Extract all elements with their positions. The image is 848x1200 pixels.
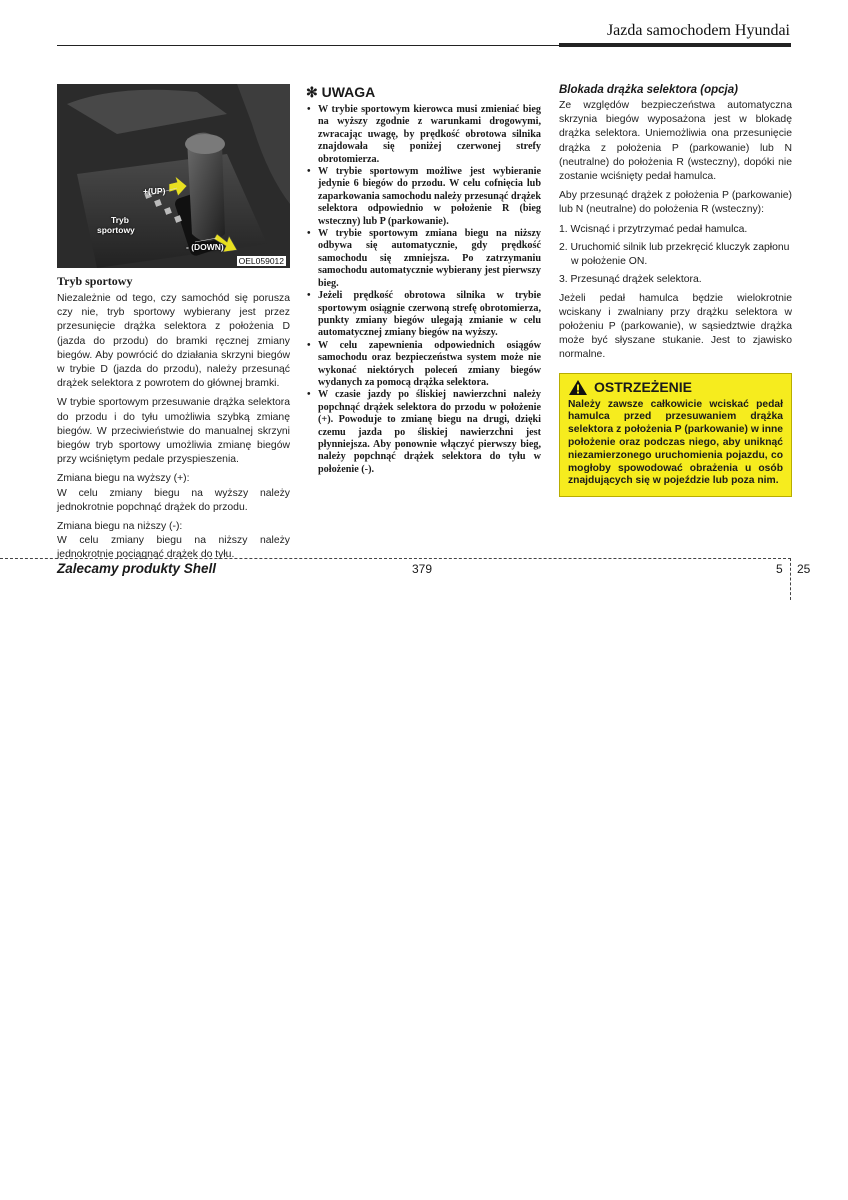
paragraph-downshift: Zmiana biegu na niższy (-): W celu zmiany biegu na niższy należy jednokrotnie pociągnąć drążek do tyłu.	[57, 521, 290, 561]
header-accent-bar	[559, 43, 791, 47]
gear-selector-illustration	[57, 84, 290, 268]
section-title-sport-mode: Tryb sportowy	[57, 274, 133, 288]
footer-chapter-page: 25	[797, 562, 811, 576]
warning-triangle-icon	[568, 379, 588, 396]
footer-page-number: 379	[412, 562, 433, 576]
label-mode-line1: Tryb	[111, 215, 129, 225]
label-up: +(UP)	[143, 186, 166, 196]
warning-box	[559, 373, 792, 498]
figure-caption: OEL059012	[238, 256, 284, 266]
list-item: • W trybie sportowym zmiana biegu na niższy odbywa się automatycznie, gdy prędkość samochodu się zmniejsza. Po zatrzymaniu samochodu automatycznie wybierany jest pierwszy bieg.	[306, 228, 541, 290]
warning-title: OSTRZEŻENIE	[594, 379, 693, 396]
note-heading: ✻ UWAGA	[306, 84, 376, 100]
list-item: • W celu zapewnienia odpowiednich osiągów samochodu oraz bezpieczeństwa system może nie wykonać niektórych poleceń zmiany biegów wydanych za pomocą drążka selektora.	[306, 340, 541, 390]
footer-left-text: Zalecamy produkty Shell	[57, 561, 217, 576]
paragraph: Jeżeli pedał hamulca będzie wielokrotnie wciskany i zwalniany przy drążku selektora w położeniu P (parkowanie), w sąsiedztwie drążka może być słyszane stukanie. Jest to zjawisko normalne.	[559, 292, 792, 361]
paragraph: W trybie sportowym przesuwanie drążka selektora do przodu i do tyłu umożliwia szybką zmianę biegów. W przeciwieństwie do manualnej skrzyni biegów tryb sportowy umożliwia zmianę biegów przy wciśniętym pedale przyspieszenia.	[57, 397, 290, 466]
column-middle	[306, 84, 541, 476]
gear-selector-photo	[57, 84, 290, 268]
footer-chapter: 5	[776, 562, 783, 576]
list-item: • W czasie jazdy po śliskiej nawierzchni należy popchnąć drążek selektora do przodu w położenie (+). Powoduje to zmianę biegu na drugi, dzięki czemu jazda po śliskiej nawierzchni jest płynniejsza. Aby ponownie włączyć pierwszy bieg, należy popchnąć drążek selektora do tyłu w położenie (-).	[306, 389, 541, 476]
footer-vertical-rule	[790, 558, 791, 600]
footer-rule	[0, 558, 791, 559]
paragraph-upshift: Zmiana biegu na wyższy (+): W celu zmiany biegu na wyższy należy jednokrotnie popchnąć drążek do przodu.	[57, 473, 290, 513]
column-right	[559, 84, 792, 497]
running-header: Jazda samochodem Hyundai	[606, 22, 790, 39]
paragraph: Aby przesunąć drążek z położenia P (parkowanie) lub N (neutralne) do położenia R (wsteczny):	[559, 190, 792, 216]
list-item: • W trybie sportowym kierowca musi zmieniać bieg na wyższy zgodnie z warunkami drogowymi, zwracając uwagę, by prędkość obrotowa silnika znajdowała się poniżej czerwonej strefy obrotomierza.	[306, 104, 541, 166]
step-item: 3. Przesunąć drążek selektora.	[559, 274, 702, 286]
paragraph: Niezależnie od tego, czy samochód się porusza czy nie, tryb sportowy wybierany jest przez przesunięcie drążka selektora z położenia D (jazda do przodu) do bramki ręcznej zmiany biegów. Aby powrócić do działania skrzyni biegów w trybie D (jazda do przodu), należy przesunąć drążek selektora z powrotem do głównej bramki.	[57, 293, 290, 390]
note-list	[306, 104, 541, 476]
step-item: 1. Wcisnąć i przytrzymać pedał hamulca.	[559, 223, 748, 235]
list-item: • W trybie sportowym możliwe jest wybieranie jedynie 6 biegów do przodu. W celu cofnięcia lub zaparkowania samochodu należy przesunąć drążek selektora odpowiednio w położenie R (bieg wsteczny) lub P (parkowanie).	[306, 166, 541, 228]
section-title-shift-lock: Blokada drążka selektora (opcja)	[559, 84, 738, 96]
warning-header	[568, 379, 783, 396]
column-left	[57, 84, 290, 568]
list-item: • Jeżeli prędkość obrotowa silnika w trybie sportowym osiągnie czerwoną strefę obrotomierza, punkty zmiany biegów ulegają zmianie w celu automatycznej zmiany biegów na wyższy.	[306, 290, 541, 340]
label-down: - (DOWN)	[186, 242, 224, 252]
paragraph: Ze względów bezpieczeństwa automatyczna skrzynia biegów wyposażona jest w blokadę drążka selektora. Uniemożliwia ona przesunięcie drążka z położenia P (parkowanie) lub N (neutralne) do położenia R (wsteczny), dopóki nie zostanie wciśnięty pedał hamulca.	[559, 100, 792, 183]
warning-text: Należy zawsze całkowicie wciskać pedał hamulca przed przesuwaniem drążka selektora z położenia P (parkowanie) w inne położenie oraz podczas niego, aby uniknąć niezamierzonego uruchomienia pojazdu, co mogłoby spowodować obrażenia u osób znajdujących się w pojeździe lub poza nim.	[568, 398, 783, 487]
step-item: 2. Uruchomić silnik lub przekręcić kluczyk zapłonu w położenie ON.	[559, 242, 790, 267]
label-mode-line2: sportowy	[97, 225, 135, 235]
